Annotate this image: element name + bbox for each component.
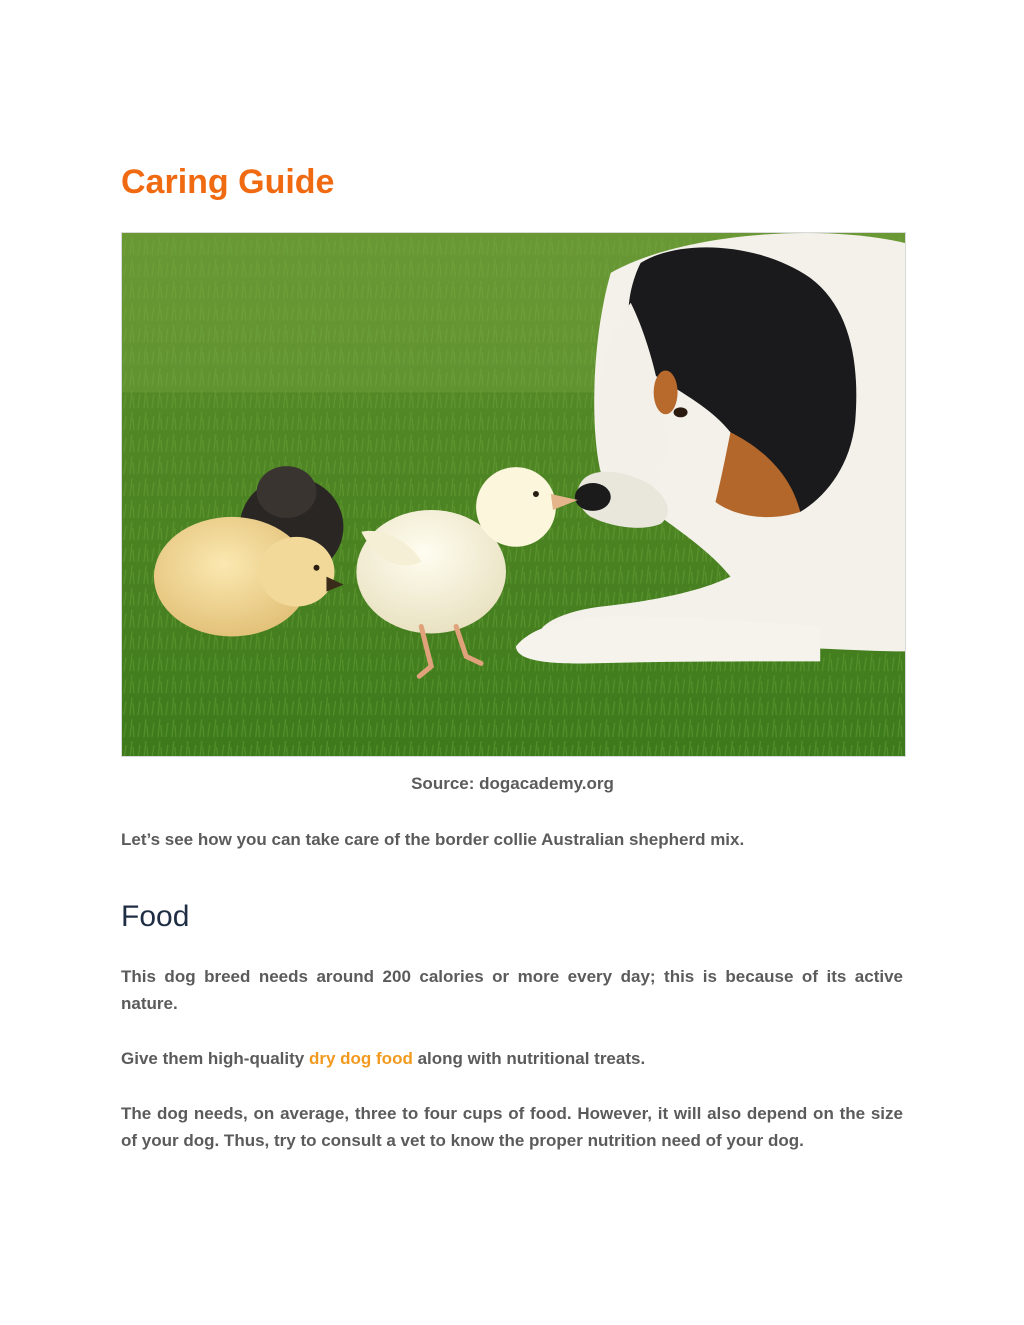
- dry-food-text-before: Give them high-quality: [121, 1049, 309, 1068]
- page-title: Caring Guide: [121, 163, 335, 201]
- photo-illustration: [122, 233, 905, 756]
- dry-food-text-after: along with nutritional treats.: [412, 1049, 646, 1068]
- intro-paragraph: Let’s see how you can take care of the border collie Australian shepherd mix.: [121, 830, 745, 849]
- dog-and-chicks-photo: [121, 232, 906, 757]
- image-caption: Source: dogacademy.org: [411, 774, 614, 793]
- food-paragraph-dry-food: [121, 1045, 903, 1072]
- section-heading-food: Food: [121, 900, 190, 933]
- food-paragraph-cups: The dog needs, on average, three to four cups of food. However, it will also depend on the size of your dog. Thus, try to consult a vet to know the proper nutrition need of your dog.: [121, 1104, 903, 1150]
- food-paragraph-calories: This dog breed needs around 200 calories or more every day; this is because of its active nature.: [121, 967, 903, 1013]
- dry-dog-food-link[interactable]: dry dog food: [308, 1049, 413, 1068]
